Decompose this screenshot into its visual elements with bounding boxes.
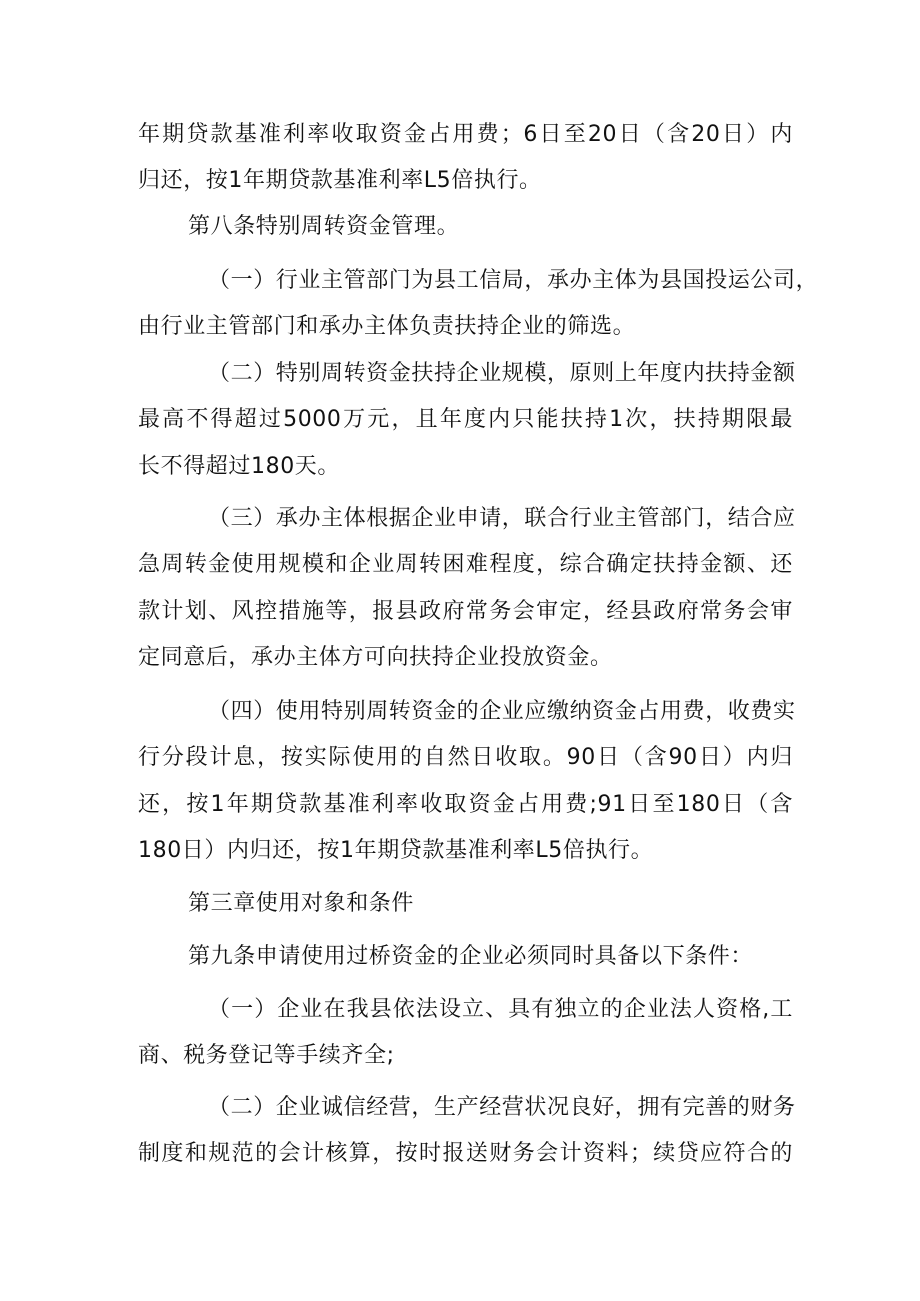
text-line: 商、税务登记等手续齐全; [138, 1043, 395, 1068]
text-line: 急周转金使用规模和企业周转困难程度，综合确定扶持金额、还 [138, 552, 793, 577]
chapter-heading: 第三章使用对象和条件 [188, 891, 415, 916]
text-line: 180日）内归还，按1年期贷款基准利率L5倍执行。 [138, 838, 654, 863]
text-line: 还，按1年期贷款基准利率收取资金占用费;91日至180日（含 [138, 792, 793, 817]
text-line: （一）行业主管部门为县工信局，承办主体为县国投运公司， [208, 268, 819, 293]
text-line: （四）使用特别周转资金的企业应缴纳资金占用费，收费实 [208, 699, 796, 724]
text-line: 最高不得超过5000万元，且年度内只能扶持1次，扶持期限最 [138, 407, 793, 432]
text-line: 款计划、风控措施等，报县政府常务会审定，经县政府常务会审 [138, 599, 793, 624]
text-line: （二）企业诚信经营，生产经营状况良好，拥有完善的财务 [208, 1095, 796, 1120]
text-line: 年期贷款基准利率收取资金占用费；6日至20日（含20日）内 [138, 122, 793, 147]
text-line: 长不得超过180天。 [138, 454, 340, 479]
text-line: （三）承办主体根据企业申请，联合行业主管部门，结合应 [208, 506, 796, 531]
article-heading: 第八条特别周转资金管理。 [188, 214, 460, 239]
text-line: （一）企业在我县依法设立、具有独立的企业法人资格,工 [208, 997, 793, 1022]
article-heading: 第九条申请使用过桥资金的企业必须同时具备以下条件： [188, 944, 754, 969]
text-line: 归还，按1年期贷款基准利率L5倍执行。 [138, 168, 542, 193]
text-line: 行分段计息，按实际使用的自然日收取。90日（含90日）内归 [138, 745, 793, 770]
text-line: （二）特别周转资金扶持企业规模，原则上年度内扶持金额 [208, 361, 796, 386]
text-line: 制度和规范的会计核算，按时报送财务会计资料；续贷应符合的 [138, 1141, 793, 1166]
text-line: 定同意后，承办主体方可向扶持企业投放资金。 [138, 645, 613, 670]
text-line: 由行业主管部门和承办主体负责扶持企业的筛选。 [138, 314, 636, 339]
